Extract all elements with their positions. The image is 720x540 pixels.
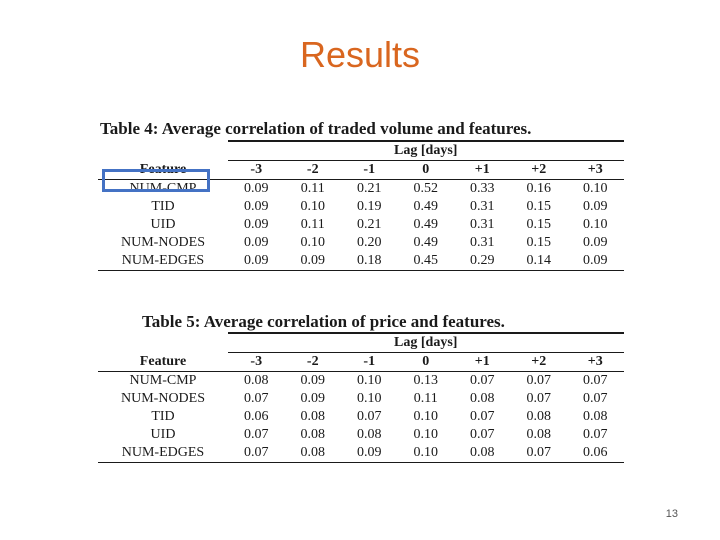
value-cell: 0.10 bbox=[413, 427, 438, 442]
value-cell: 0.07 bbox=[470, 409, 495, 424]
value-cell: 0.10 bbox=[357, 391, 382, 406]
feature-cell: NUM-NODES bbox=[121, 391, 205, 406]
feature-cell: NUM-EDGES bbox=[98, 444, 228, 463]
table-row bbox=[98, 234, 624, 252]
value-cell: 0.09 bbox=[583, 235, 608, 250]
table4-lag-col: -1 bbox=[341, 161, 398, 180]
value-cell: 0.20 bbox=[357, 235, 382, 250]
table4-lag-header: Lag [days] bbox=[228, 141, 624, 161]
table5-caption: Table 5: Average correlation of price and features. bbox=[142, 312, 505, 331]
table4-lag-col: -3 bbox=[228, 161, 285, 180]
value-cell: 0.11 bbox=[300, 217, 325, 232]
table5-lag-col: -3 bbox=[228, 353, 285, 372]
value-cell: 0.09 bbox=[244, 181, 269, 196]
value-cell: 0.07 bbox=[583, 373, 608, 388]
feature-cell: UID bbox=[150, 427, 176, 442]
value-cell: 0.15 bbox=[526, 235, 551, 250]
value-cell: 0.08 bbox=[526, 427, 551, 442]
page-number: 13 bbox=[665, 508, 678, 520]
value-cell: 0.08 bbox=[300, 409, 325, 424]
value-cell: 0.08 bbox=[357, 427, 382, 442]
table-row bbox=[98, 426, 624, 444]
value-cell: 0.07 bbox=[583, 391, 608, 406]
value-cell: 0.07 bbox=[244, 391, 269, 406]
table4-blank-corner bbox=[98, 141, 228, 161]
table-row bbox=[98, 216, 624, 234]
value-cell: 0.45 bbox=[398, 252, 455, 271]
value-cell: 0.08 bbox=[285, 444, 342, 463]
value-cell: 0.09 bbox=[244, 235, 269, 250]
feature-cell: NUM-EDGES bbox=[98, 252, 228, 271]
value-cell: 0.09 bbox=[244, 217, 269, 232]
value-cell: 0.21 bbox=[357, 217, 382, 232]
table5 bbox=[98, 332, 624, 463]
value-cell: 0.07 bbox=[244, 427, 269, 442]
table-row bbox=[98, 444, 624, 463]
table4-lag-col: +1 bbox=[454, 161, 511, 180]
value-cell: 0.10 bbox=[300, 235, 325, 250]
value-cell: 0.31 bbox=[470, 217, 495, 232]
value-cell: 0.10 bbox=[300, 199, 325, 214]
value-cell: 0.21 bbox=[357, 181, 382, 196]
table4-feature-header: Feature bbox=[98, 161, 228, 180]
highlight-box bbox=[102, 169, 210, 192]
table-row bbox=[98, 408, 624, 426]
value-cell: 0.52 bbox=[413, 181, 438, 196]
value-cell: 0.11 bbox=[300, 181, 325, 196]
value-cell: 0.18 bbox=[341, 252, 398, 271]
value-cell: 0.19 bbox=[357, 199, 382, 214]
value-cell: 0.09 bbox=[228, 252, 285, 271]
value-cell: 0.09 bbox=[300, 373, 325, 388]
table4-lag-col: +2 bbox=[511, 161, 568, 180]
value-cell: 0.33 bbox=[470, 181, 495, 196]
value-cell: 0.08 bbox=[454, 444, 511, 463]
value-cell: 0.31 bbox=[470, 235, 495, 250]
value-cell: 0.06 bbox=[567, 444, 624, 463]
value-cell: 0.07 bbox=[526, 391, 551, 406]
table5-lag-col: -1 bbox=[341, 353, 398, 372]
value-cell: 0.07 bbox=[511, 444, 568, 463]
value-cell: 0.07 bbox=[583, 427, 608, 442]
value-cell: 0.31 bbox=[470, 199, 495, 214]
table5-lag-col: 0 bbox=[398, 353, 455, 372]
value-cell: 0.09 bbox=[567, 252, 624, 271]
value-cell: 0.16 bbox=[526, 181, 551, 196]
value-cell: 0.15 bbox=[526, 217, 551, 232]
value-cell: 0.08 bbox=[470, 391, 495, 406]
table5-lag-col: -2 bbox=[285, 353, 342, 372]
value-cell: 0.09 bbox=[300, 391, 325, 406]
feature-cell: NUM-NODES bbox=[121, 235, 205, 250]
table5-feature-header: Feature bbox=[98, 353, 228, 372]
value-cell: 0.11 bbox=[413, 391, 438, 406]
value-cell: 0.09 bbox=[244, 199, 269, 214]
value-cell: 0.10 bbox=[398, 444, 455, 463]
table4-lag-col: -2 bbox=[285, 161, 342, 180]
slide-title: Results bbox=[299, 34, 421, 75]
value-cell: 0.09 bbox=[285, 252, 342, 271]
table5-lag-header: Lag [days] bbox=[228, 333, 624, 353]
value-cell: 0.49 bbox=[413, 235, 438, 250]
value-cell: 0.09 bbox=[583, 199, 608, 214]
value-cell: 0.14 bbox=[511, 252, 568, 271]
value-cell: 0.08 bbox=[526, 409, 551, 424]
feature-cell: TID bbox=[151, 409, 175, 424]
table4 bbox=[98, 140, 624, 271]
value-cell: 0.08 bbox=[300, 427, 325, 442]
table-row bbox=[98, 390, 624, 408]
value-cell: 0.10 bbox=[357, 373, 382, 388]
feature-cell: TID bbox=[151, 199, 175, 214]
table-row bbox=[98, 198, 624, 216]
feature-cell: NUM-CMP bbox=[129, 373, 197, 388]
table-row bbox=[98, 252, 624, 271]
value-cell: 0.07 bbox=[470, 373, 495, 388]
table-row bbox=[98, 372, 624, 391]
value-cell: 0.29 bbox=[454, 252, 511, 271]
feature-cell: UID bbox=[150, 217, 176, 232]
table5-blank-corner bbox=[98, 333, 228, 353]
value-cell: 0.49 bbox=[413, 217, 438, 232]
table4-body bbox=[98, 180, 624, 271]
table5-lag-col: +1 bbox=[454, 353, 511, 372]
value-cell: 0.07 bbox=[228, 444, 285, 463]
value-cell: 0.08 bbox=[583, 409, 608, 424]
value-cell: 0.13 bbox=[413, 373, 438, 388]
table4-lag-col: 0 bbox=[398, 161, 455, 180]
value-cell: 0.07 bbox=[357, 409, 382, 424]
table5-body bbox=[98, 372, 624, 463]
feature-cell: NUM-CMP bbox=[129, 181, 197, 196]
value-cell: 0.08 bbox=[244, 373, 269, 388]
value-cell: 0.07 bbox=[526, 373, 551, 388]
value-cell: 0.49 bbox=[413, 199, 438, 214]
table4-lag-col: +3 bbox=[567, 161, 624, 180]
value-cell: 0.10 bbox=[583, 217, 608, 232]
value-cell: 0.06 bbox=[244, 409, 269, 424]
value-cell: 0.07 bbox=[470, 427, 495, 442]
table5-lag-col: +2 bbox=[511, 353, 568, 372]
value-cell: 0.10 bbox=[413, 409, 438, 424]
value-cell: 0.09 bbox=[341, 444, 398, 463]
table4-caption: Table 4: Average correlation of traded volume and features. bbox=[100, 119, 532, 138]
table5-lag-col: +3 bbox=[567, 353, 624, 372]
value-cell: 0.15 bbox=[526, 199, 551, 214]
value-cell: 0.10 bbox=[583, 181, 608, 196]
